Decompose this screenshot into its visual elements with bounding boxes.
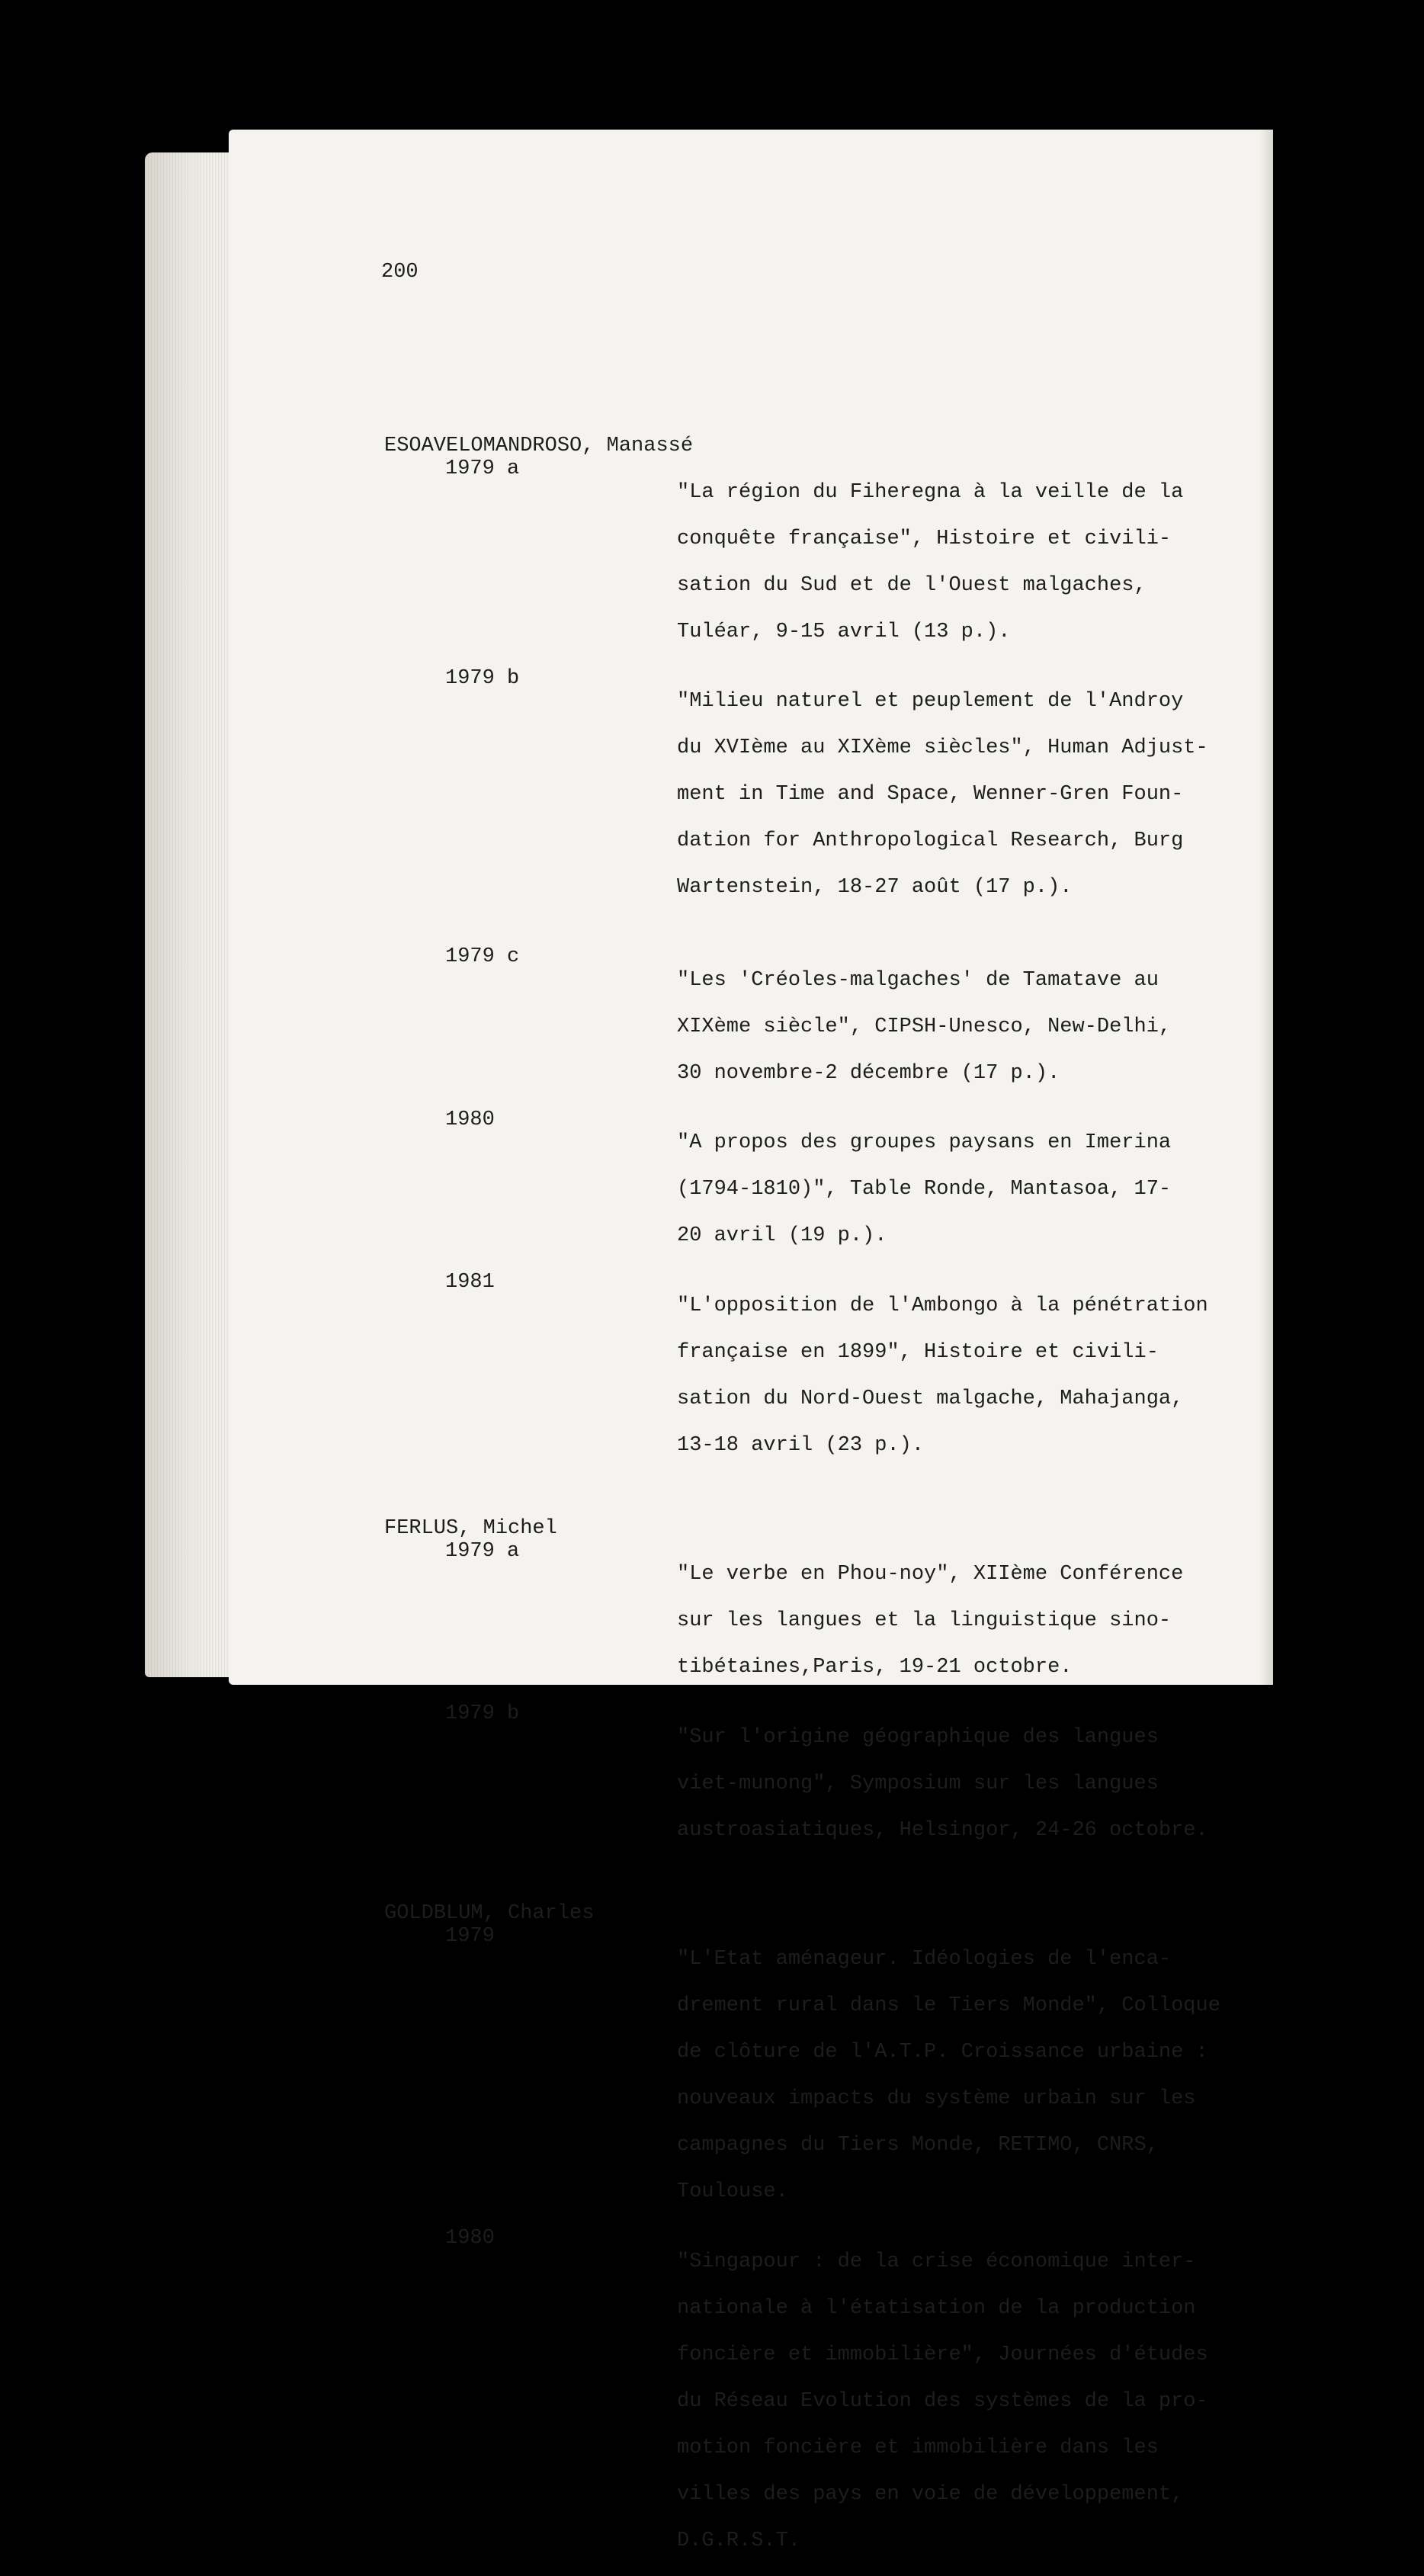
work-year: 1979 b	[445, 1702, 520, 1725]
citation-line: sation du Nord-Ouest malgache, Mahajanga,	[677, 1387, 1184, 1410]
citation-text	[677, 1540, 1261, 1703]
bibliography-list	[384, 435, 1261, 2576]
citation-line: de clôture de l'A.T.P. Croissance urbaine :	[677, 2041, 1208, 2064]
citation-line: (1794-1810)", Table Ronde, Mantasoa, 17-	[677, 1178, 1172, 1201]
bibliography-item	[384, 1925, 1261, 2228]
book-page	[229, 130, 1273, 2552]
citation-line: campagnes du Tiers Monde, RETIMO, CNRS,	[677, 2134, 1159, 2157]
work-year: 1980	[445, 2227, 495, 2250]
citation-line: sation du Sud et de l'Ouest malgaches,	[677, 573, 1147, 597]
page-gutter-shadow	[1259, 130, 1273, 1685]
work-year: 1981	[445, 1271, 495, 1294]
citation-line: Tuléar, 9-15 avril (13 p.).	[677, 620, 1011, 643]
bibliography-item	[384, 2227, 1261, 2576]
citation-line: viet-munong", Symposium sur les langues	[677, 1772, 1159, 1795]
citation-line: drement rural dans le Tiers Monde", Colloque	[677, 1994, 1220, 2017]
citation-text	[677, 457, 1261, 667]
citation-line: dation for Anthropological Research, Burg	[677, 829, 1184, 852]
bibliography-item	[384, 667, 1261, 923]
citation-line: XIXème siècle", CIPSH-Unesco, New-Delhi,	[677, 1015, 1172, 1038]
author-name: ESOAVELOMANDROSO, Manassé	[384, 435, 694, 457]
citation-line: ment in Time and Space, Wenner-Gren Foun-	[677, 783, 1184, 806]
citation-text	[677, 1271, 1261, 1480]
work-year: 1979 a	[445, 457, 520, 480]
bibliography-item	[384, 1108, 1261, 1272]
work-year: 1979 b	[445, 666, 520, 690]
citation-line: "L'opposition de l'Ambongo à la pénétration	[677, 1294, 1208, 1317]
citation-line: "Le verbe en Phou-noy", XIIème Conférence	[677, 1563, 1184, 1586]
citation-line: nationale à l'étatisation de la production	[677, 2296, 1196, 2320]
author-name: GOLDBLUM, Charles	[384, 1901, 595, 1925]
citation-line: 13-18 avril (23 p.).	[677, 1433, 925, 1457]
citation-line: française en 1899", Histoire et civili-	[677, 1340, 1159, 1364]
citation-line: Toulouse.	[677, 2180, 788, 2203]
work-year: 1979 a	[445, 1539, 520, 1563]
bibliography-item	[384, 1702, 1261, 1865]
citation-text	[677, 1702, 1261, 1865]
citation-line: "Sur l'origine géographique des langues	[677, 1725, 1159, 1749]
citation-line: du XVIème au XIXème siècles", Human Adjust-	[677, 736, 1208, 759]
citation-line: "Milieu naturel et peuplement de l'Androy	[677, 690, 1184, 713]
citation-text	[677, 945, 1261, 1108]
citation-line: villes des pays en voie de développement,	[677, 2482, 1184, 2506]
citation-line: motion foncière et immobilière dans les	[677, 2436, 1159, 2459]
citation-line: nouveaux impacts du système urbain sur les	[677, 2087, 1196, 2110]
citation-line: 30 novembre-2 décembre (17 p.).	[677, 1061, 1060, 1085]
citation-line: du Réseau Evolution des systèmes de la pro-	[677, 2389, 1208, 2413]
citation-line: "Singapour : de la crise économique inter-	[677, 2250, 1196, 2273]
citation-line: sur les langues et la linguistique sino-	[677, 1609, 1172, 1632]
work-year: 1980	[445, 1108, 495, 1131]
work-year: 1979 c	[445, 945, 520, 968]
citation-line: foncière et immobilière", Journées d'études	[677, 2343, 1208, 2366]
work-year: 1979	[445, 1924, 495, 1948]
citation-line: conquête française", Histoire et civili-	[677, 527, 1172, 550]
bibliography-item	[384, 457, 1261, 667]
bibliography-item	[384, 1540, 1261, 1703]
citation-line: "A propos des groupes paysans en Imerina	[677, 1131, 1172, 1154]
citation-line: Wartenstein, 18-27 août (17 p.).	[677, 876, 1073, 899]
citation-text	[677, 1925, 1261, 2228]
citation-text	[677, 667, 1261, 923]
bibliography-item	[384, 945, 1261, 1108]
citation-text	[677, 2227, 1261, 2576]
bibliography-item	[384, 1271, 1261, 1480]
citation-line: "La région du Fiheregna à la veille de la	[677, 480, 1184, 504]
page-number: 200	[381, 261, 419, 284]
citation-line: 20 avril (19 p.).	[677, 1224, 887, 1247]
citation-line: austroasiatiques, Helsingor, 24-26 octobre.	[677, 1818, 1208, 1842]
citation-line: "L'Etat aménageur. Idéologies de l'enca-	[677, 1948, 1172, 1971]
citation-text	[677, 1108, 1261, 1272]
citation-line: "Les 'Créoles-malgaches' de Tamatave au	[677, 968, 1159, 992]
citation-line: tibétaines,Paris, 19-21 octobre.	[677, 1656, 1073, 1679]
citation-line: D.G.R.S.T.	[677, 2529, 801, 2552]
author-name: FERLUS, Michel	[384, 1516, 557, 1540]
